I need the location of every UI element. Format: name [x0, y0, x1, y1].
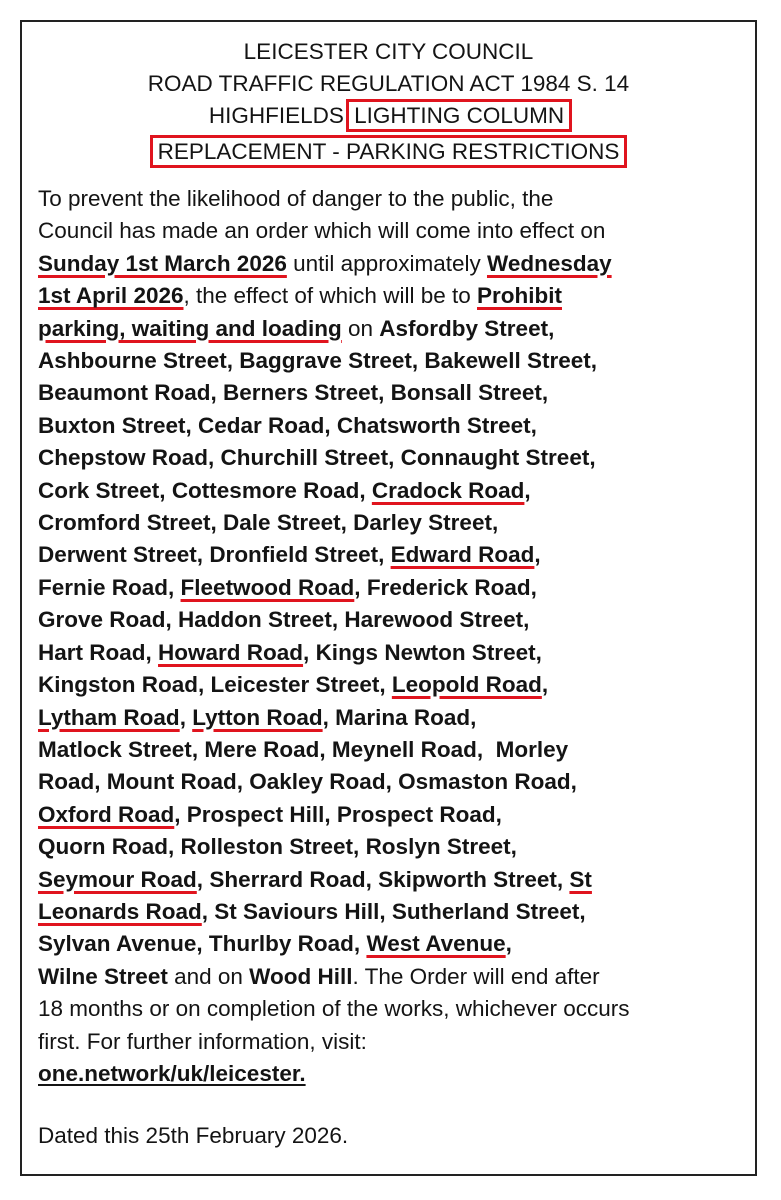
restriction-part1: Prohibit: [477, 283, 562, 309]
street-name-highlighted: Lytton Road: [192, 704, 323, 730]
street-name: Bonsall Street: [390, 380, 542, 406]
street-name: Asfordby Street: [379, 315, 549, 341]
street-name-highlighted: Edward Road: [390, 542, 535, 568]
street-name: Wilne Street: [38, 963, 168, 989]
act-reference: ROAD TRAFFIC REGULATION ACT 1984 S. 14: [147, 71, 630, 96]
end-date-part2: 1st April 2026: [38, 283, 184, 309]
street-name-highlighted-part1: St: [569, 866, 592, 892]
street-name: Marina Road: [335, 704, 471, 730]
street-name: Meynell Road: [331, 736, 477, 762]
street-name: Connaught Street: [400, 445, 590, 471]
street-name-highlighted: West Avenue: [366, 931, 506, 957]
street-name: Bakewell Street: [424, 348, 591, 374]
restriction-part2: parking, waiting and loading: [38, 315, 342, 341]
intro-line-1: To prevent the likelihood of danger to the public, the: [38, 186, 554, 211]
street-name: Skipworth Street: [378, 866, 557, 892]
order-end-line-2: 18 months or on completion of the works, whichever occurs: [38, 996, 630, 1022]
scheme-title-part2: REPLACEMENT - PARKING RESTRICTIONS: [154, 139, 624, 164]
street-name: Prospect Hill: [186, 801, 325, 827]
street-name: Sherrard Road: [209, 866, 366, 892]
end-date-part1: Wednesday: [486, 250, 612, 276]
public-notice: [20, 20, 757, 1176]
street-name: Berners Street: [223, 380, 379, 406]
street-name: Mere Road: [204, 736, 320, 762]
order-end-line-1: . The Order will end after: [352, 963, 600, 989]
street-name-part2: Road: [38, 769, 95, 795]
street-name: Sylvan Avenue: [38, 931, 197, 957]
order-end-line-3: first. For further information, visit:: [38, 1028, 367, 1054]
street-name: Harewood Street: [344, 607, 524, 633]
street-name: Chepstow Road: [38, 445, 209, 471]
street-name: Osmaston Road: [398, 769, 571, 795]
start-date: Sunday 1st March 2026: [38, 250, 287, 276]
street-name: Dale Street: [223, 510, 341, 536]
street-name-highlighted: Howard Road: [158, 639, 304, 665]
street-name: Quorn Road: [38, 834, 168, 860]
street-name: Buxton Street: [38, 412, 186, 438]
street-name: Kings Newton Street: [315, 639, 536, 665]
street-name: Ashbourne Street: [38, 348, 227, 374]
street-name: Thurlby Road: [208, 931, 354, 957]
street-name: Roslyn Street: [365, 834, 511, 860]
street-name: Grove Road: [38, 607, 166, 633]
street-name-highlighted: Lytham Road: [38, 704, 180, 730]
street-name: Prospect Road: [336, 801, 496, 827]
street-name: Sutherland Street: [391, 898, 580, 924]
intro-line-2: Council has made an order which will come into effect on: [38, 218, 606, 244]
street-name: Wood Hill: [249, 963, 353, 989]
street-name: Churchill Street: [220, 445, 389, 471]
dated-line: Dated this 25th February 2026.: [38, 1123, 349, 1149]
street-name: Frederick Road: [366, 574, 531, 600]
info-link[interactable]: one.network/uk/leicester.: [38, 1060, 306, 1086]
street-name: Fernie Road: [38, 574, 169, 600]
area-name: HIGHFIELDS: [208, 103, 344, 128]
street-name: Derwent Street: [38, 542, 197, 568]
scheme-title-part1: LIGHTING COLUMN: [350, 103, 568, 128]
street-name: Beaumont Road: [38, 380, 211, 406]
street-name-highlighted: Seymour Road: [38, 866, 197, 892]
street-name: Cork Street: [38, 477, 160, 503]
street-name-highlighted: Fleetwood Road: [180, 574, 355, 600]
street-name-highlighted-part2: Leonards Road: [38, 898, 202, 924]
street-name: Matlock Street: [38, 736, 192, 762]
street-name-highlighted: Oxford Road: [38, 801, 175, 827]
street-name: Hart Road: [38, 639, 146, 665]
street-name: Leicester Street: [210, 672, 380, 698]
notice-body: To prevent the likelihood of danger to the public, the Council has made an order which will come into effect on Sunday 1st March 2026 until approximately Wednesday 1st April 2026, the effect of which will be to Prohibit parking, waiting and loading on Asfordby Street, Ashbourne Street, Baggrave Street, Bakewell Street, Beaumont Road, Berners Street, Bonsall Street, Buxton Street, Cedar Road, Chatsworth Street, Chepstow Road, Churchill Street, Connaught Street, Cork Street, Cottesmore Road, Cradock Road, Cromford Street, Dale Street, Darley Street, Derwent Street, Dronfield Street, Edward Road, Fernie Road, Fleetwood Road, Frederick Road, Grove Road, Haddon Street, Harewood Street, Hart Road, Howard Road, Kings Newton Street, Kingston Road, Leicester Street, Leopold Road, Lytham Road, Lytton Road, Marina Road, Matlock Street, Mere Road, Meynell Road, Morley Road, Mount Road, Oakley Road, Osmaston Road, Oxford Road, Prospect Hill, Prospect Road, Quorn Road, Rolleston Street, Roslyn Street, Seymour Road, Sherrard Road, Skipworth Street, St Leonards Road, St Saviours Hill, Sutherland Street, Sylvan Avenue, Thurlby Road, West Avenue, Wilne Street and on Wood Hill. The Order will end after 18 months or on completion of the works, whichever occurs first. For further information, visit: one.network/uk/leicester. Dated this 25th February 2026.: [38, 183, 750, 1153]
street-name: Chatsworth Street: [336, 412, 531, 438]
street-name: St Saviours Hill: [214, 898, 380, 924]
street-name: Haddon Street: [178, 607, 332, 633]
street-name: Cottesmore Road: [171, 477, 360, 503]
street-name: Dronfield Street: [209, 542, 379, 568]
street-name: Kingston Road: [38, 672, 198, 698]
street-name: Cromford Street: [38, 510, 211, 536]
street-name-part1: Morley: [495, 736, 569, 762]
street-name-highlighted: Leopold Road: [391, 672, 542, 698]
notice-heading: [22, 36, 755, 168]
street-name: Oakley Road: [249, 769, 386, 795]
authority-title: LEICESTER CITY COUNCIL: [243, 39, 534, 64]
street-name: Cedar Road: [198, 412, 325, 438]
street-name: Baggrave Street: [239, 348, 412, 374]
street-name: Mount Road: [106, 769, 237, 795]
street-name: Darley Street: [353, 510, 492, 536]
street-name: Rolleston Street: [180, 834, 354, 860]
street-name-highlighted: Cradock Road: [371, 477, 525, 503]
